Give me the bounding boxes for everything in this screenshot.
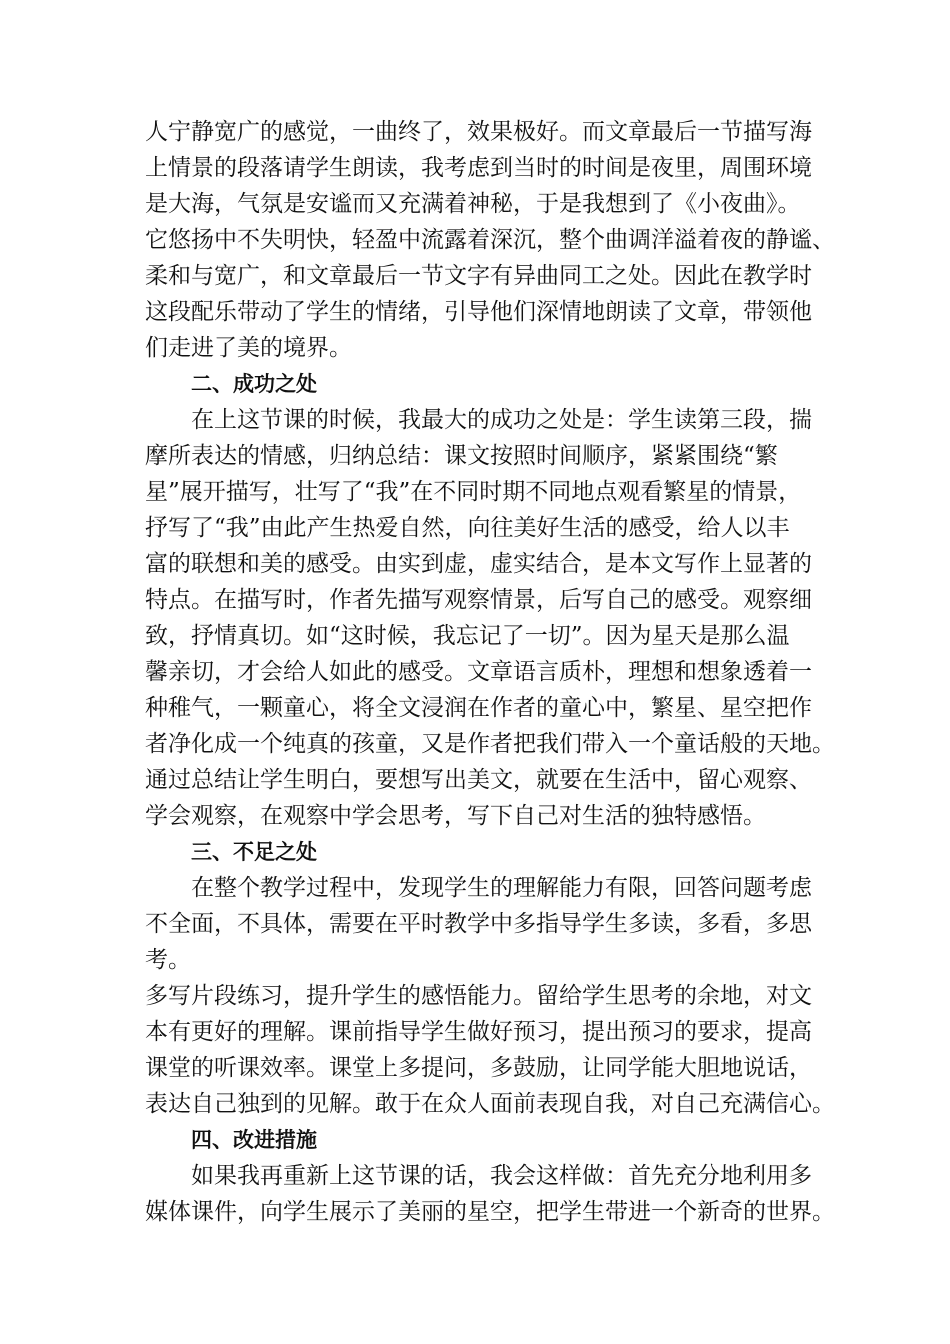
text-line: 媒体课件，向学生展示了美丽的星空，把学生带进一个新奇的世界。 (145, 1199, 835, 1225)
text-line: 这段配乐带动了学生的情绪，引导他们深情地朗读了文章，带领他 (145, 299, 812, 325)
text-line: 本有更好的理解。课前指导学生做好预习，提出预习的要求，提高 (145, 1019, 812, 1045)
text-line: 致，抒情真切。如“这时候，我忘记了一切”。因为星天是那么温 (145, 623, 790, 649)
text-line: 在整个教学过程中，发现学生的理解能力有限，回答问题考虑 (191, 875, 812, 901)
section-heading: 四、改进措施 (191, 1128, 317, 1152)
text-line: 考。 (145, 947, 191, 973)
text-line: 在上这节课的时候，我最大的成功之处是：学生读第三段，揣 (191, 407, 812, 433)
text-line: 是大海，气氛是安谧而又充满着神秘，于是我想到了《小夜曲》。 (145, 191, 801, 217)
text-line: 抒写了“我”由此产生热爱自然，向往美好生活的感受，给人以丰 (145, 515, 790, 541)
text-line: 它悠扬中不失明快，轻盈中流露着深沉，整个曲调洋溢着夜的静谧、 (145, 227, 835, 253)
text-line: 如果我再重新上这节课的话，我会这样做：首先充分地利用多 (191, 1163, 812, 1189)
text-line: 柔和与宽广，和文章最后一节文字有异曲同工之处。因此在教学时 (145, 263, 812, 289)
text-line: 富的联想和美的感受。由实到虚，虚实结合，是本文写作上显著的 (145, 551, 812, 577)
text-line: 学会观察，在观察中学会思考，写下自己对生活的独特感悟。 (145, 803, 766, 829)
text-line: 不全面，不具体，需要在平时教学中多指导学生多读，多看，多思 (145, 911, 812, 937)
text-line: 种稚气，一颗童心，将全文浸润在作者的童心中，繁星、星空把作 (145, 695, 812, 721)
document-body (145, 114, 835, 1230)
text-line: 人宁静宽广的感觉，一曲终了，效果极好。而文章最后一节描写海 (145, 119, 812, 145)
text-line: 摩所表达的情感，归纳总结：课文按照时间顺序，紧紧围绕“繁 (145, 443, 778, 469)
text-line: 通过总结让学生明白，要想写出美文，就要在生活中，留心观察、 (145, 767, 812, 793)
text-line: 馨亲切，才会给人如此的感受。文章语言质朴，理想和想象透着一 (145, 659, 812, 685)
text-line: 表达自己独到的见解。敢于在众人面前表现自我，对自己充满信心。 (145, 1091, 835, 1117)
text-line: 多写片段练习，提升学生的感悟能力。留给学生思考的余地，对文 (145, 983, 812, 1009)
text-line: 特点。在描写时，作者先描写观察情景，后写自己的感受。观察细 (145, 587, 812, 613)
section-heading: 二、成功之处 (191, 372, 317, 396)
text-line: 课堂的听课效率。课堂上多提问，多鼓励，让同学能大胆地说话， (145, 1055, 812, 1081)
text-line: 上情景的段落请学生朗读，我考虑到当时的时间是夜里，周围环境 (145, 155, 812, 181)
text-line: 星”展开描写，壮写了“我”在不同时期不同地点观看繁星的情景， (145, 479, 802, 505)
text-line: 者净化成一个纯真的孩童，又是作者把我们带入一个童话般的天地。 (145, 731, 835, 757)
text-line: 们走进了美的境界。 (145, 335, 352, 361)
section-heading: 三、不足之处 (191, 840, 317, 864)
